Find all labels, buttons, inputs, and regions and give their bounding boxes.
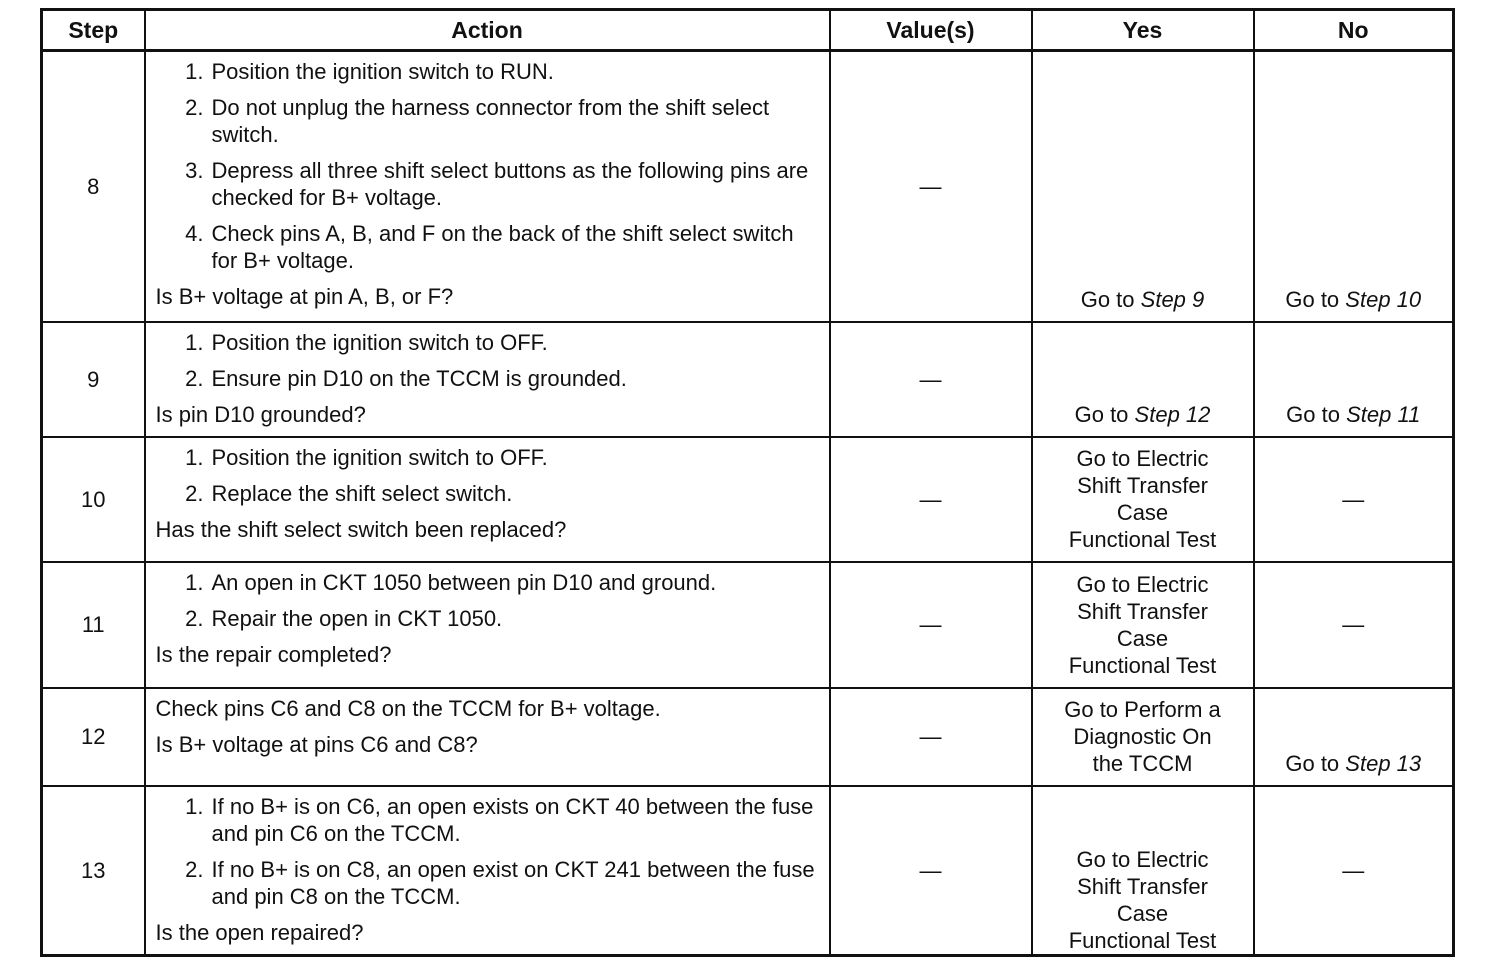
header-values: Value(s)	[830, 10, 1032, 51]
action-cell	[145, 322, 830, 437]
value-cell: —	[830, 437, 1032, 562]
action-item: 3. Depress all three shift select buttons as the following pins are checked for B+ voltage.	[185, 158, 809, 210]
value-cell: —	[830, 51, 1032, 322]
action-item: 4. Check pins A, B, and F on the back of the shift select switch for B+ voltage.	[185, 221, 794, 273]
action-item: 1. Position the ignition switch to RUN.	[185, 59, 554, 84]
action-question: Is B+ voltage at pin A, B, or F?	[155, 284, 454, 309]
diagnostic-table	[40, 8, 1455, 957]
action-list	[156, 58, 819, 274]
step-number: 8	[42, 51, 145, 322]
step-link: Step 11	[1346, 401, 1421, 427]
action-cell	[145, 51, 830, 322]
yes-cell: Go to Step 9	[1032, 51, 1254, 322]
action-item: 2. Do not unplug the harness connector from the shift select switch.	[185, 95, 770, 147]
action-question: Has the shift select switch been replaced?	[155, 516, 567, 542]
header-action: Action	[145, 10, 830, 51]
step-link: Step 10	[1345, 286, 1422, 312]
yes-cell: Go to Step 12	[1032, 322, 1254, 437]
action-item: 2. Ensure pin D10 on the TCCM is grounded.	[185, 365, 627, 391]
action-list	[156, 793, 819, 910]
table-row	[42, 688, 1454, 786]
yes-cell: Go to Perform a Diagnostic On the TCCM	[1032, 688, 1254, 786]
step-number: 12	[42, 688, 145, 786]
value-cell: —	[830, 688, 1032, 786]
action-item: 2. If no B+ is on C8, an open exist on CKT 241 between the fuse and pin C8 on the TCCM.	[185, 856, 815, 909]
table-row	[42, 51, 1454, 322]
table-row	[42, 437, 1454, 562]
table-row	[42, 322, 1454, 437]
no-cell: —	[1254, 437, 1454, 562]
step-number: 11	[42, 562, 145, 688]
header-no: No	[1254, 10, 1454, 51]
step-number: 10	[42, 437, 145, 562]
action-item: 2. Repair the open in CKT 1050.	[185, 605, 503, 631]
action-list	[156, 569, 819, 632]
action-line: Check pins C6 and C8 on the TCCM for B+ voltage.	[155, 695, 661, 721]
yes-cell: Go to Electric Shift Transfer Case Functional Test	[1032, 562, 1254, 688]
action-item: 1. Position the ignition switch to OFF.	[185, 444, 548, 470]
value-cell: —	[830, 322, 1032, 437]
table-row	[42, 786, 1454, 956]
action-question: Is the repair completed?	[155, 641, 392, 667]
no-cell: —	[1254, 786, 1454, 956]
yes-cell: Go to Electric Shift Transfer Case Functional Test	[1032, 786, 1254, 956]
table-row	[42, 562, 1454, 688]
action-item: 1. If no B+ is on C6, an open exists on CKT 40 between the fuse and pin C6 on the TCCM.	[185, 793, 814, 846]
action-item: 1. An open in CKT 1050 between pin D10 and ground.	[185, 569, 717, 595]
step-link: Step 12	[1134, 401, 1211, 427]
action-list	[156, 329, 819, 392]
action-question: Is the open repaired?	[155, 919, 364, 945]
action-cell	[145, 786, 830, 956]
action-list	[156, 444, 819, 507]
value-cell: —	[830, 562, 1032, 688]
header-yes: Yes	[1032, 10, 1254, 51]
action-item: 2. Replace the shift select switch.	[185, 480, 513, 506]
no-cell: —	[1254, 562, 1454, 688]
step-link: Step 9	[1140, 286, 1205, 312]
no-cell: Go to Step 11	[1254, 322, 1454, 437]
value-cell: —	[830, 786, 1032, 956]
step-link: Step 13	[1345, 750, 1422, 776]
action-question: Is pin D10 grounded?	[155, 401, 366, 427]
header-row	[42, 10, 1454, 51]
action-cell	[145, 437, 830, 562]
action-question: Is B+ voltage at pins C6 and C8?	[155, 731, 478, 757]
step-number: 9	[42, 322, 145, 437]
no-cell: Go to Step 10	[1254, 51, 1454, 322]
yes-cell: Go to Electric Shift Transfer Case Functional Test	[1032, 437, 1254, 562]
action-cell	[145, 688, 830, 786]
header-step: Step	[42, 10, 145, 51]
action-item: 1. Position the ignition switch to OFF.	[185, 329, 548, 355]
no-cell: Go to Step 13	[1254, 688, 1454, 786]
step-number: 13	[42, 786, 145, 956]
action-cell	[145, 562, 830, 688]
